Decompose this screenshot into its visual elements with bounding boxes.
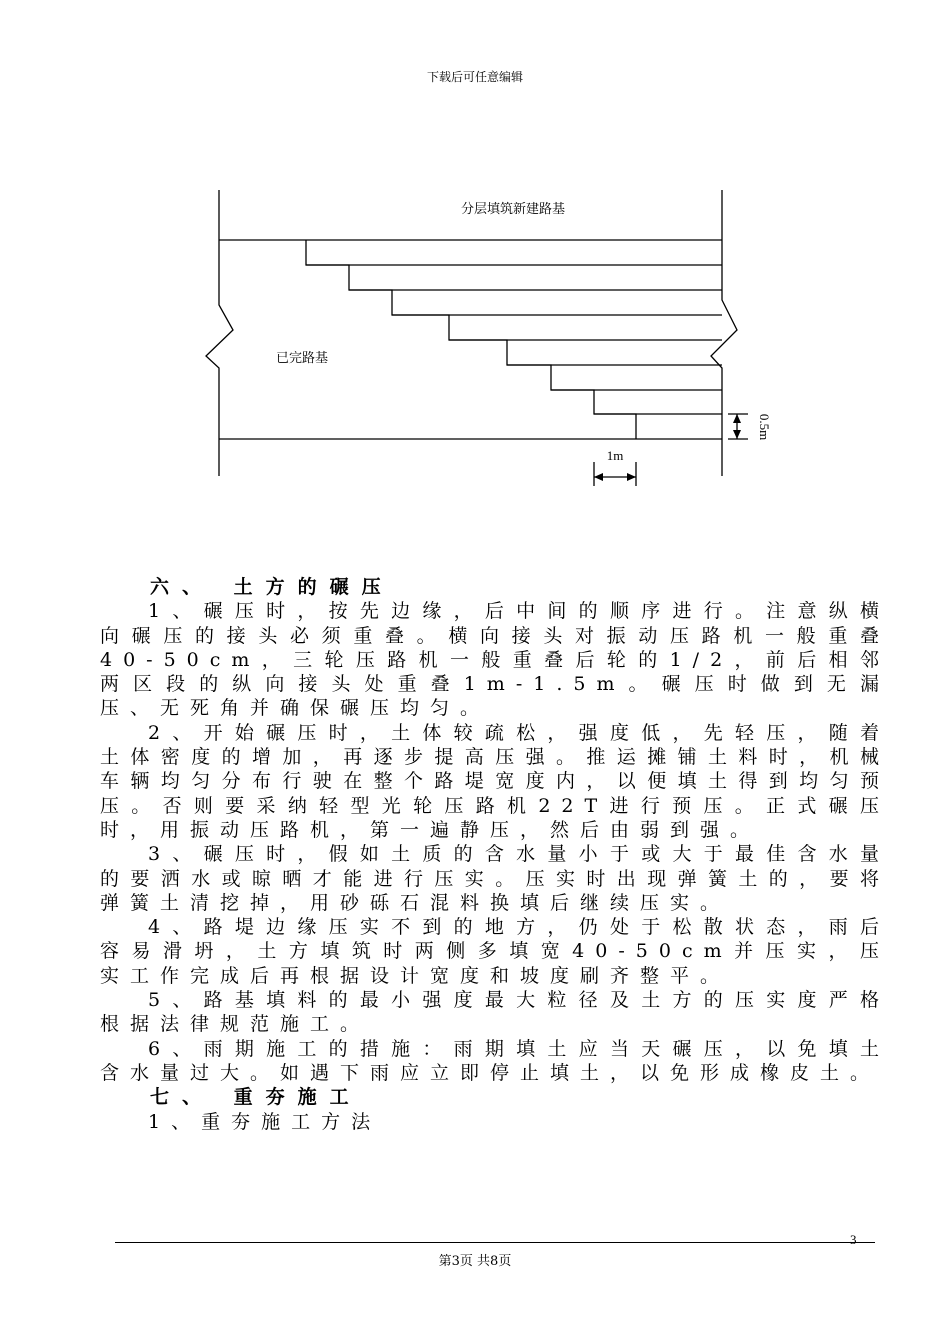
right-boundary-line <box>711 190 737 476</box>
footer-page-number: 3 <box>850 1232 857 1247</box>
embankment-layer-diagram <box>0 0 950 560</box>
subsection-heading: 1、重夯施工方法 <box>148 1110 382 1133</box>
section-heading: 七、 重夯施工 <box>150 1086 362 1109</box>
height-dimension-label: 0.5m <box>757 413 772 441</box>
footer-page-info: 第3页 共8页 <box>438 1254 512 1269</box>
width-arrow-right <box>627 473 636 481</box>
paragraph: 6、雨期施工的措施：雨期填土应当天碾压，以免填土含水量过大。如遇下雨应立即停止填土，以免形成橡皮土。 <box>100 1037 890 1084</box>
paragraph: 2、开始碾压时，土体较疏松，强度低，先轻压，随着土体密度的增加，再逐步提高压强。推运摊铺土料时，机械车辆均匀分布行驶在整个路堤宽度内，以便填土得到均匀预压。否则要采纳轻型光轮压路机22T进行预压。正式碾压时，用振动压路机，第一遍静压，然后由弱到强。 <box>100 721 890 841</box>
document-body <box>100 575 890 1134</box>
left-boundary-line <box>206 190 233 476</box>
top-layer-label: 分层填筑新建路基 <box>460 202 566 217</box>
height-arrow-down <box>733 430 741 439</box>
paragraph: 5、路基填料的最小强度最大粒径及土方的压实度严格根据法律规范施工。 <box>100 989 890 1036</box>
paragraph: 4、路堤边缘压实不到的地方，仍处于松散状态，雨后容易滑坍，土方填筑时两侧多填宽40-50cm并压实，压实工作完成后再根据设计宽度和坡度刷齐整平。 <box>100 916 890 987</box>
width-arrow-left <box>594 473 603 481</box>
footer-divider <box>115 1242 875 1243</box>
paragraph: 1、碾压时，按先边缘，后中间的顺序进行。注意纵横向碾压的接头必须重叠。横向接头对振动压路机一般重叠40-50cm，三轮压路机一般重叠后轮的1/2，前后相邻两区段的纵向接头处重叠1m-1.5m。碾压时做到无漏压、无死角并确保碾压均匀。 <box>100 600 890 720</box>
existing-subgrade-label: 已完路基 <box>276 351 329 366</box>
section-heading: 六、 土方的碾压 <box>150 576 394 598</box>
paragraph: 3、碾压时，假如土质的含水量小于或大于最佳含水量的要洒水或晾晒才能进行压实。压实时出现弹簧土的，要将弹簧土清挖掉，用砂砾石混料换填后继续压实。 <box>100 843 890 914</box>
height-arrow-up <box>733 414 741 423</box>
width-dimension-label: 1m <box>606 448 624 463</box>
header-note: 下载后可任意编辑 <box>426 70 523 84</box>
